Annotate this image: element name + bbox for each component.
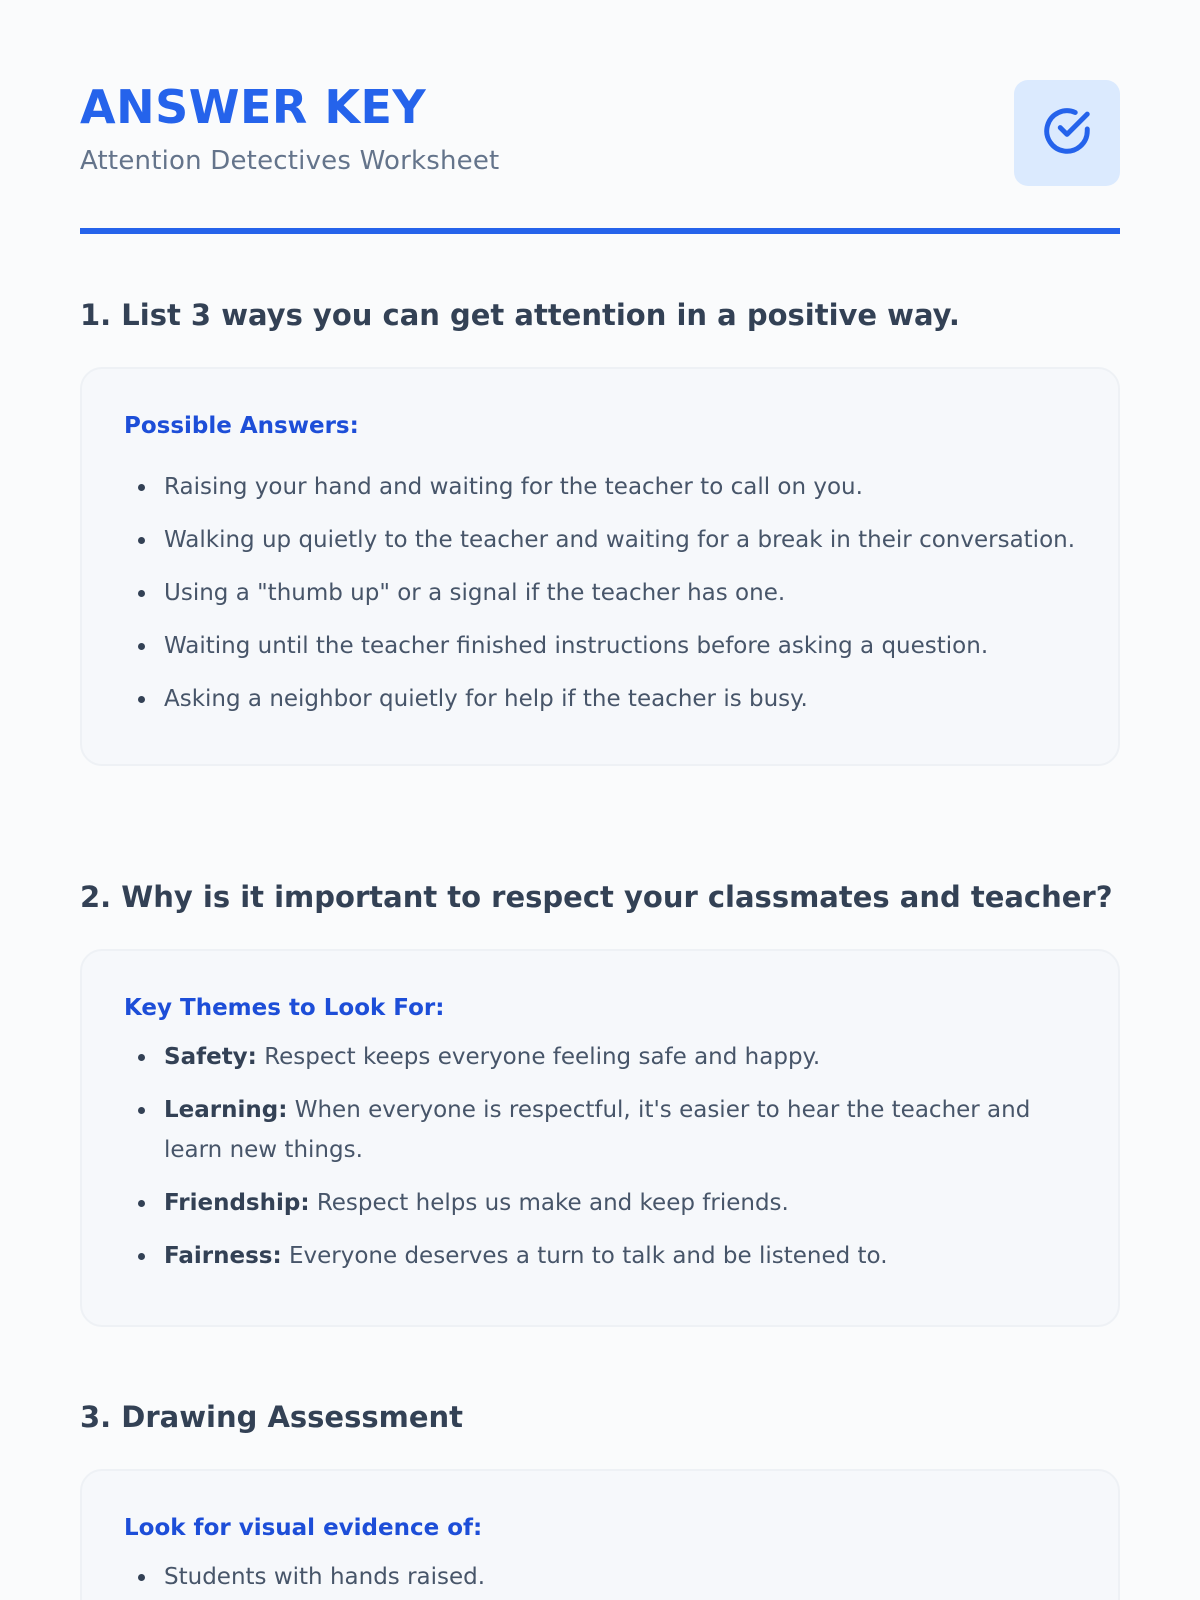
item-term: Safety: xyxy=(164,1043,257,1070)
list-item: Waiting until the teacher finished instructions before asking a question. xyxy=(124,626,1076,666)
section-3 xyxy=(80,1400,1120,1600)
list-item: Safety: Respect keeps everyone feeling safe and happy. xyxy=(124,1037,1076,1077)
question-1: 1. List 3 ways you can get attention in a positive way. xyxy=(80,298,960,332)
list-item: Raising your hand and waiting for the teacher to call on you. xyxy=(124,467,1076,507)
section-1 xyxy=(80,298,1120,766)
answer-list-3 xyxy=(124,1557,1076,1597)
answer-card-1 xyxy=(80,367,1120,766)
list-item: Asking a neighbor quietly for help if the teacher is busy. xyxy=(124,679,1076,719)
check-badge xyxy=(1014,80,1120,186)
card-heading-3: Look for visual evidence of: xyxy=(124,1514,483,1541)
item-term: Learning: xyxy=(164,1096,288,1123)
header-divider xyxy=(80,228,1120,234)
card-heading-2: Key Themes to Look For: xyxy=(124,994,445,1021)
item-term: Friendship: xyxy=(164,1189,310,1216)
question-3: 3. Drawing Assessment xyxy=(80,1400,464,1434)
header xyxy=(80,80,1120,190)
item-term: Fairness: xyxy=(164,1242,282,1269)
check-circle-icon xyxy=(1040,104,1094,162)
answer-card-3 xyxy=(80,1469,1120,1600)
list-item: Walking up quietly to the teacher and waiting for a break in their conversation. xyxy=(124,520,1076,560)
list-item: Using a "thumb up" or a signal if the teacher has one. xyxy=(124,573,1076,613)
page-subtitle: Attention Detectives Worksheet xyxy=(80,146,500,176)
list-item: Learning: When everyone is respectful, it's easier to hear the teacher and learn new things. xyxy=(124,1090,1076,1170)
answer-list-1 xyxy=(124,467,1076,719)
page-title: ANSWER KEY xyxy=(80,80,427,134)
card-heading-1: Possible Answers: xyxy=(124,412,359,439)
answer-list-2 xyxy=(124,1037,1076,1276)
list-item: Friendship: Respect helps us make and keep friends. xyxy=(124,1183,1076,1223)
list-item: Fairness: Everyone deserves a turn to talk and be listened to. xyxy=(124,1236,1076,1276)
question-2: 2. Why is it important to respect your classmates and teacher? xyxy=(80,880,1113,914)
answer-card-2 xyxy=(80,949,1120,1327)
list-item: Students with hands raised. xyxy=(124,1557,1076,1597)
section-2 xyxy=(80,880,1120,1327)
